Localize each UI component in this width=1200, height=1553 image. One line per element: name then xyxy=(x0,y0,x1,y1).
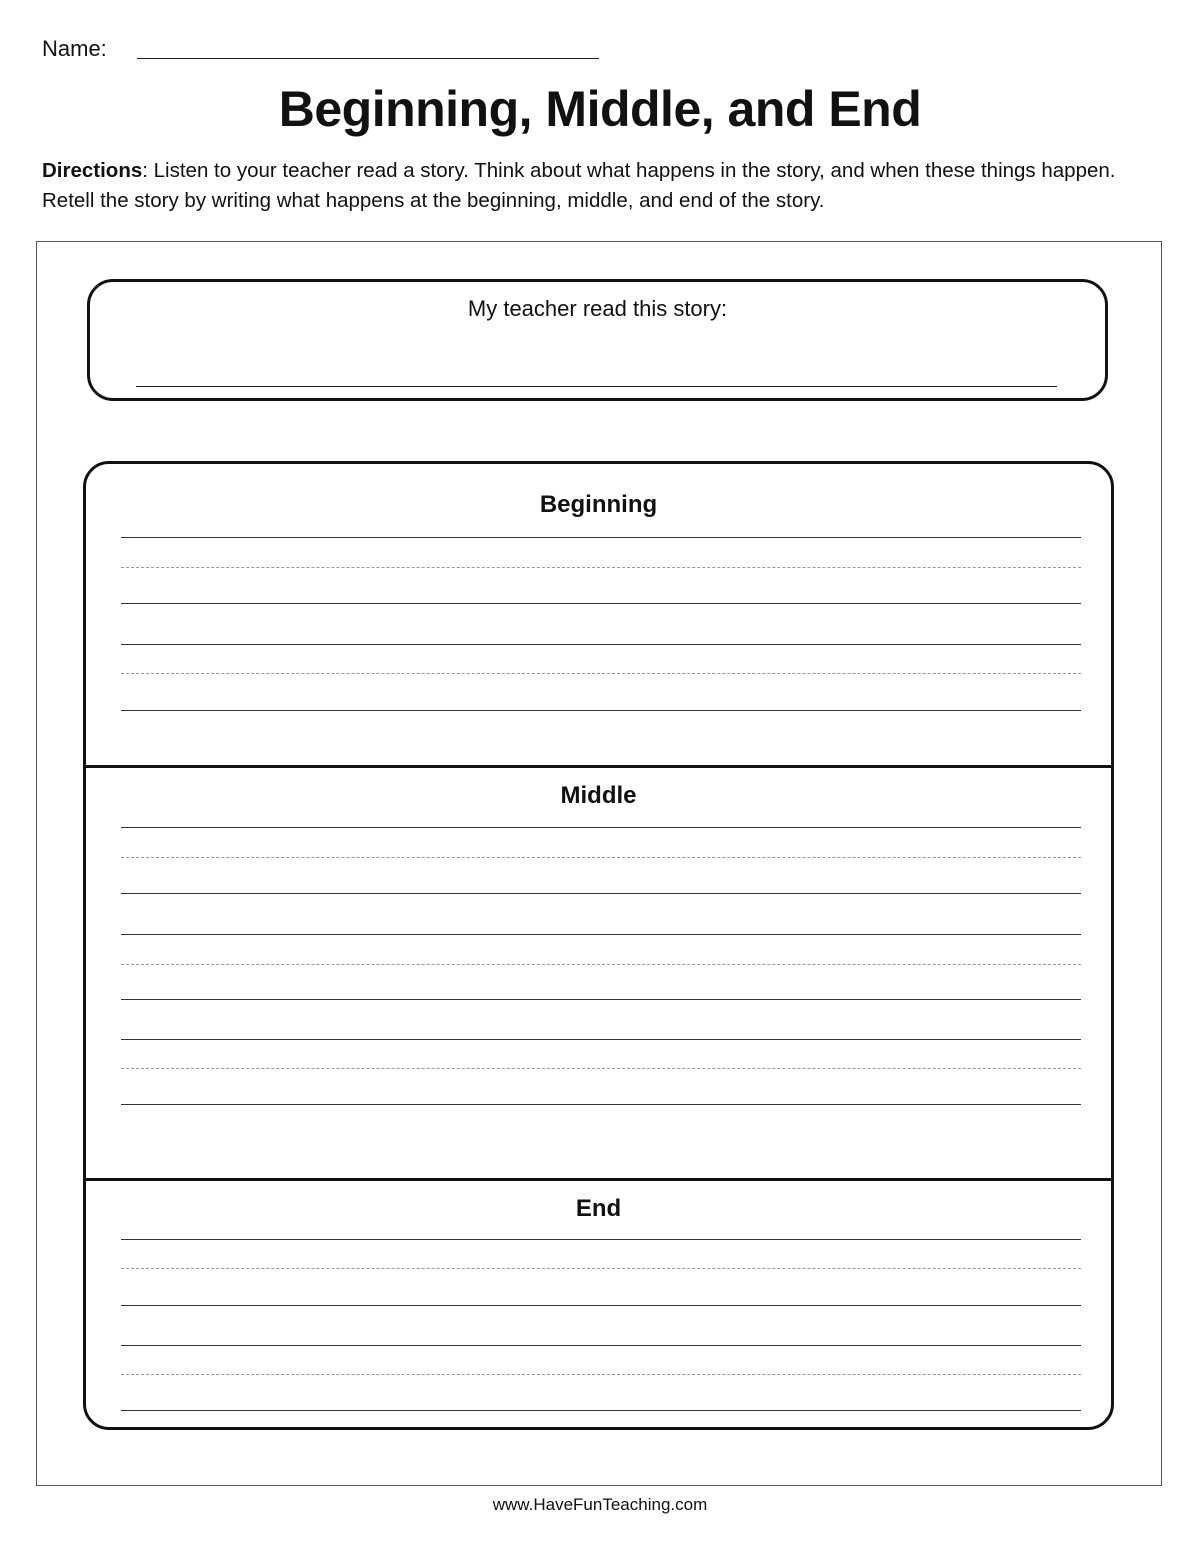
guide-line xyxy=(121,964,1081,965)
section-title-middle: Middle xyxy=(560,782,637,809)
guide-line xyxy=(121,1268,1081,1269)
directions-label: Directions xyxy=(42,159,143,182)
worksheet-title: Beginning, Middle, and End xyxy=(278,81,922,137)
write-line[interactable] xyxy=(121,1104,1081,1105)
write-line[interactable] xyxy=(121,537,1081,538)
write-line[interactable] xyxy=(121,999,1081,1000)
write-line[interactable] xyxy=(121,1410,1081,1411)
guide-line xyxy=(121,1068,1081,1069)
write-line[interactable] xyxy=(121,603,1081,604)
write-line[interactable] xyxy=(121,827,1081,828)
guide-line xyxy=(121,567,1081,568)
guide-line xyxy=(121,857,1081,858)
name-write-line[interactable] xyxy=(137,58,599,59)
story-title-write-line[interactable] xyxy=(136,386,1057,387)
story-box xyxy=(87,279,1108,401)
write-line[interactable] xyxy=(121,1039,1081,1040)
write-line[interactable] xyxy=(121,1239,1081,1240)
write-line[interactable] xyxy=(121,893,1081,894)
section-divider xyxy=(86,1178,1111,1181)
write-line[interactable] xyxy=(121,710,1081,711)
write-line[interactable] xyxy=(121,1345,1081,1346)
write-line[interactable] xyxy=(121,934,1081,935)
section-divider xyxy=(86,765,1111,768)
write-line[interactable] xyxy=(121,644,1081,645)
directions xyxy=(42,156,1162,216)
bme-box xyxy=(83,461,1114,1430)
name-label: Name: xyxy=(42,36,107,61)
guide-line xyxy=(121,673,1081,674)
directions-text: : Listen to your teacher read a story. Think about what happens in the story, and when these things happen. Retell the story by writing what happens at the beginning, middle, and end of the story. xyxy=(42,159,1116,212)
section-title-beginning: Beginning xyxy=(539,491,658,518)
footer-website: www.HaveFunTeaching.com xyxy=(492,1495,708,1514)
write-line[interactable] xyxy=(121,1305,1081,1306)
section-title-end: End xyxy=(575,1195,622,1222)
story-label: My teacher read this story: xyxy=(467,296,728,321)
guide-line xyxy=(121,1374,1081,1375)
